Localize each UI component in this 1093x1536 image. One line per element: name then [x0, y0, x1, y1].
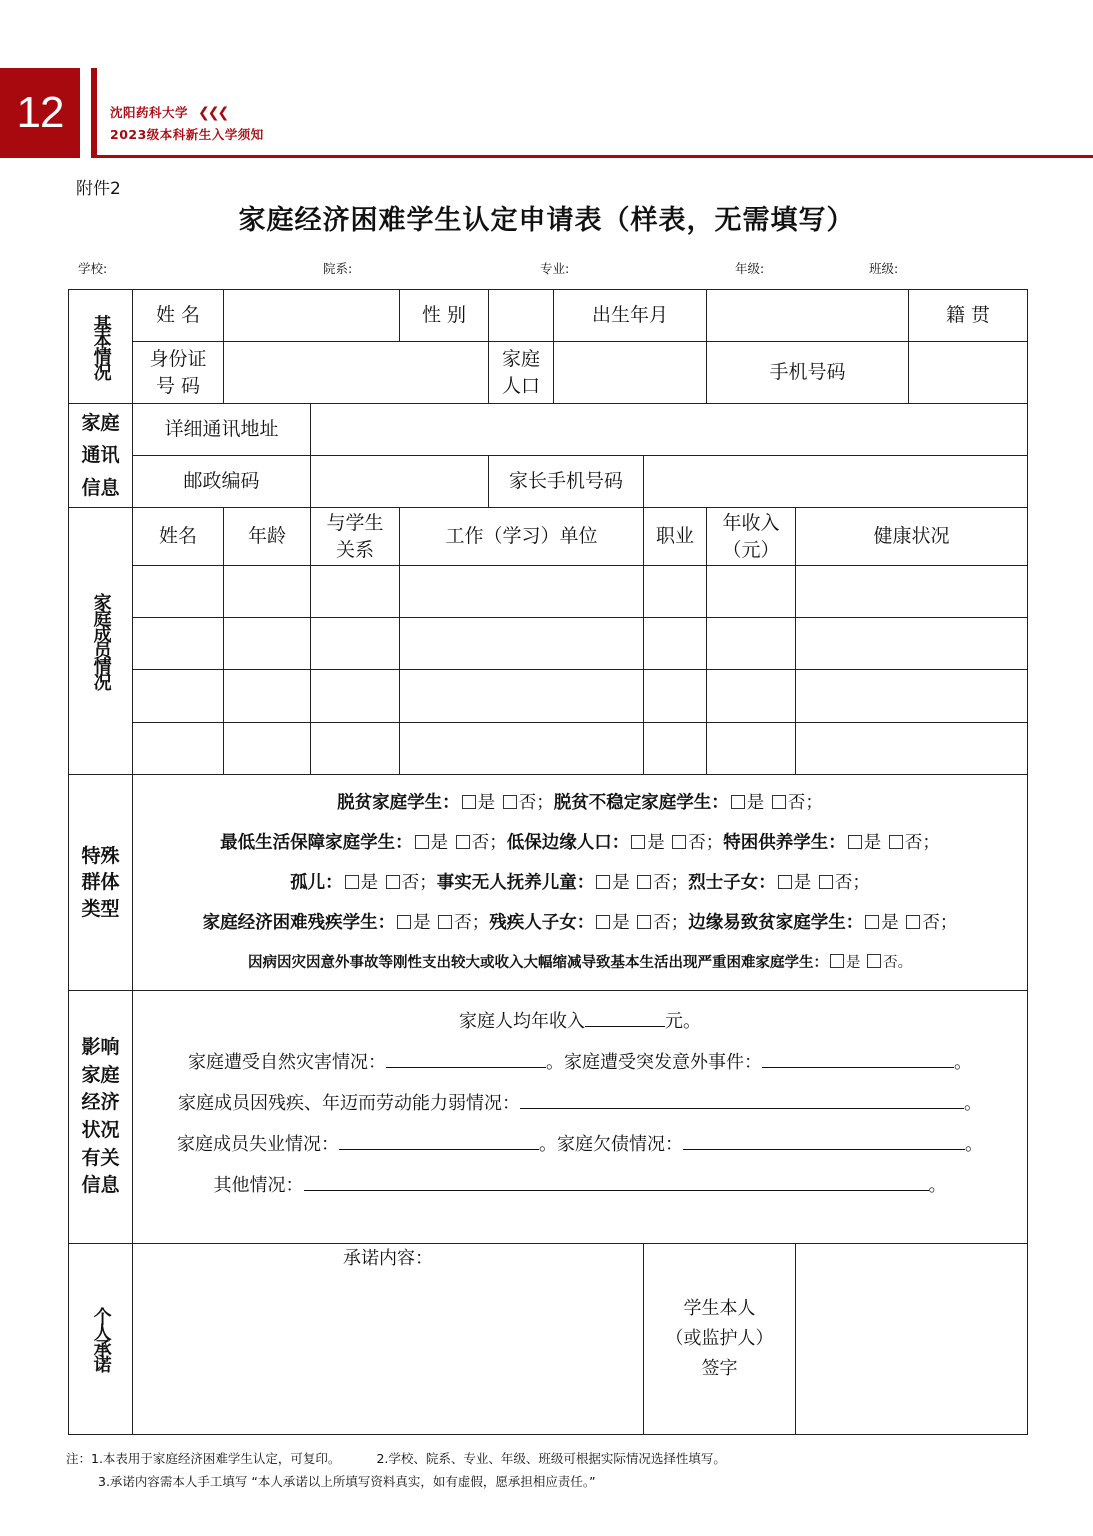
- econ-income-line: 家庭人均年收入 元。: [133, 1001, 1027, 1042]
- checkbox-no[interactable]: [889, 835, 903, 849]
- econ-other-line: 其他情况： 。: [133, 1165, 1027, 1206]
- member-income-cell[interactable]: [707, 566, 796, 618]
- member-workplace-cell[interactable]: [400, 670, 644, 723]
- checkbox-yes[interactable]: [397, 915, 411, 929]
- checkbox-no[interactable]: [637, 875, 651, 889]
- section-contact: 家庭 通讯 信息: [69, 404, 133, 508]
- special-line-3: 孤儿： 是 否；事实无人抚养儿童： 是 否；烈士子女： 是 否；: [290, 872, 870, 893]
- page-number: 12: [0, 68, 80, 158]
- meta-major: 专业:: [540, 261, 570, 276]
- checkbox-no[interactable]: [772, 795, 786, 809]
- header-member-name: 姓名: [133, 508, 224, 566]
- member-relation-cell[interactable]: [311, 670, 400, 723]
- special-line-2: 最低生活保障家庭学生： 是 否；低保边缘人口： 是 否；特困供养学生： 是 否；: [220, 832, 940, 853]
- accident-blank[interactable]: [762, 1049, 954, 1068]
- special-groups-options: [133, 775, 1028, 991]
- header-member-relation: 与学生 关系: [311, 508, 400, 566]
- member-name-cell[interactable]: [133, 618, 224, 670]
- section-basic-info: 基本情况: [69, 290, 133, 404]
- header-member-occupation: 职业: [644, 508, 707, 566]
- meta-class: 班级:: [869, 261, 899, 276]
- checkbox-yes[interactable]: [778, 875, 792, 889]
- meta-department: 院系:: [323, 261, 353, 276]
- chevrons-left-icon: ❮❮❮: [198, 105, 228, 121]
- field-postcode[interactable]: [311, 456, 489, 508]
- header-member-workplace: 工作（学习）单位: [400, 508, 644, 566]
- pledge-content-label: 承诺内容：: [343, 1248, 433, 1269]
- label-signature: 学生本人 （或监护人） 签字: [644, 1244, 796, 1435]
- label-family-population: 家庭 人口: [489, 342, 554, 404]
- label-parent-phone: 家长手机号码: [489, 456, 644, 508]
- income-blank[interactable]: [585, 1008, 665, 1027]
- checkbox-no[interactable]: [637, 915, 651, 929]
- special-line-4: 家庭经济困难残疾学生： 是 否；残疾人子女： 是 否；边缘易致贫家庭学生： 是 否；: [202, 912, 958, 933]
- header-university: [110, 103, 227, 121]
- member-income-cell[interactable]: [707, 723, 796, 775]
- checkbox-yes[interactable]: [596, 915, 610, 929]
- checkbox-yes[interactable]: [848, 835, 862, 849]
- checkbox-no[interactable]: [386, 875, 400, 889]
- field-address[interactable]: [311, 404, 1028, 456]
- member-name-cell[interactable]: [133, 670, 224, 723]
- section-special-groups: 特殊 群体 类型: [69, 775, 133, 991]
- checkbox-yes[interactable]: [345, 875, 359, 889]
- basic-row-2: [69, 342, 1028, 404]
- member-health-cell[interactable]: [796, 618, 1028, 670]
- label-phone: 手机号码: [707, 342, 909, 404]
- member-occupation-cell[interactable]: [644, 723, 707, 775]
- member-occupation-cell[interactable]: [644, 566, 707, 618]
- member-relation-cell[interactable]: [311, 723, 400, 775]
- member-relation-cell[interactable]: [311, 566, 400, 618]
- checkbox-yes[interactable]: [596, 875, 610, 889]
- meta-grade: 年级:: [735, 261, 765, 276]
- member-health-cell[interactable]: [796, 723, 1028, 775]
- header-divider: [91, 155, 1093, 158]
- field-gender[interactable]: [489, 290, 554, 342]
- member-relation-cell[interactable]: [311, 618, 400, 670]
- member-name-cell[interactable]: [133, 723, 224, 775]
- members-header-row: [69, 508, 1028, 566]
- member-row: [69, 670, 1028, 723]
- field-phone[interactable]: [909, 342, 1028, 404]
- label-address: 详细通讯地址: [133, 404, 311, 456]
- label-postcode: 邮政编码: [133, 456, 311, 508]
- member-occupation-cell[interactable]: [644, 670, 707, 723]
- field-parent-phone[interactable]: [644, 456, 1028, 508]
- member-income-cell[interactable]: [707, 618, 796, 670]
- header-accent-bar: [91, 68, 97, 158]
- header-subtitle: 2023级本科新生入学须知: [110, 127, 264, 142]
- field-family-population[interactable]: [554, 342, 707, 404]
- member-age-cell[interactable]: [224, 723, 311, 775]
- contact-row-2: [69, 456, 1028, 508]
- checkbox-yes[interactable]: [631, 835, 645, 849]
- member-occupation-cell[interactable]: [644, 618, 707, 670]
- unemployment-blank[interactable]: [339, 1131, 539, 1150]
- section-pledge: 个人承诺: [69, 1244, 133, 1435]
- other-blank[interactable]: [304, 1172, 929, 1191]
- member-workplace-cell[interactable]: [400, 723, 644, 775]
- checkbox-no[interactable]: [438, 915, 452, 929]
- field-signature[interactable]: [796, 1244, 1028, 1435]
- university-name: 沈阳药科大学: [110, 105, 189, 120]
- special-line-1: 脱贫家庭学生： 是 否；脱贫不稳定家庭学生： 是 否；: [337, 792, 823, 813]
- label-birth: 出生年月: [554, 290, 707, 342]
- member-workplace-cell[interactable]: [400, 566, 644, 618]
- pledge-row: [69, 1244, 1028, 1435]
- debt-blank[interactable]: [683, 1131, 965, 1150]
- special-line-5: 因病因灾因意外事故等刚性支出较大或收入大幅缩减导致基本生活出现严重困难家庭学生： 是 否。: [247, 953, 913, 971]
- section-family-members: 家庭成员情况: [69, 508, 133, 775]
- header-member-health: 健康状况: [796, 508, 1028, 566]
- special-groups-row: [69, 775, 1028, 991]
- disability-blank[interactable]: [520, 1090, 964, 1109]
- checkbox-no[interactable]: [503, 795, 517, 809]
- econ-unemployment-line: 家庭成员失业情况： 。家庭欠债情况： 。: [133, 1124, 1027, 1165]
- header-member-income: 年收入 （元）: [707, 508, 796, 566]
- economic-fields: [133, 991, 1028, 1244]
- member-row: [69, 618, 1028, 670]
- checkbox-no[interactable]: [672, 835, 686, 849]
- member-health-cell[interactable]: [796, 670, 1028, 723]
- form-title: 家庭经济困难学生认定申请表（样表，无需填写）: [238, 205, 855, 236]
- checkbox-no[interactable]: [819, 875, 833, 889]
- econ-disaster-line: 家庭遭受自然灾害情况： 。家庭遭受突发意外事件： 。: [133, 1042, 1027, 1083]
- checkbox-yes[interactable]: [415, 835, 429, 849]
- basic-row-1: [69, 290, 1028, 342]
- label-gender: 性 别: [400, 290, 489, 342]
- member-income-cell[interactable]: [707, 670, 796, 723]
- application-form: [68, 289, 1028, 1435]
- label-id-number: 身份证 号 码: [133, 342, 224, 404]
- member-row: [69, 566, 1028, 618]
- checkbox-no[interactable]: [867, 954, 881, 968]
- member-name-cell[interactable]: [133, 566, 224, 618]
- checkbox-no[interactable]: [456, 835, 470, 849]
- economic-row: [69, 991, 1028, 1244]
- note-line-1: 注：1.本表用于家庭经济困难学生认定，可复印。 2.学校、院系、专业、年级、班级可根据实际情况选择性填写。: [66, 1451, 726, 1466]
- attachment-label: 附件2: [76, 179, 121, 199]
- field-birth[interactable]: [707, 290, 909, 342]
- checkbox-yes[interactable]: [865, 915, 879, 929]
- member-row: [69, 723, 1028, 775]
- note-line-2: 3.承诺内容需本人手工填写 “本人承诺以上所填写资料真实，如有虚假，愿承担相应责任。”: [98, 1474, 596, 1489]
- member-age-cell[interactable]: [224, 670, 311, 723]
- header-member-age: 年龄: [224, 508, 311, 566]
- pledge-content-field[interactable]: [133, 1244, 644, 1435]
- field-name[interactable]: [224, 290, 400, 342]
- field-id-number[interactable]: [224, 342, 489, 404]
- meta-school: 学校:: [78, 261, 108, 276]
- label-native-place: 籍 贯: [909, 290, 1028, 342]
- disaster-blank[interactable]: [386, 1049, 546, 1068]
- checkbox-no[interactable]: [906, 915, 920, 929]
- section-economic-info: 影响 家庭 经济 状况 有关 信息: [69, 991, 133, 1244]
- econ-disability-line: 家庭成员因残疾、年迈而劳动能力弱情况： 。: [133, 1083, 1027, 1124]
- member-workplace-cell[interactable]: [400, 618, 644, 670]
- contact-row-1: [69, 404, 1028, 456]
- checkbox-yes[interactable]: [462, 795, 476, 809]
- label-name: 姓 名: [133, 290, 224, 342]
- member-age-cell[interactable]: [224, 566, 311, 618]
- member-age-cell[interactable]: [224, 618, 311, 670]
- checkbox-yes[interactable]: [731, 795, 745, 809]
- member-health-cell[interactable]: [796, 566, 1028, 618]
- checkbox-yes[interactable]: [830, 954, 844, 968]
